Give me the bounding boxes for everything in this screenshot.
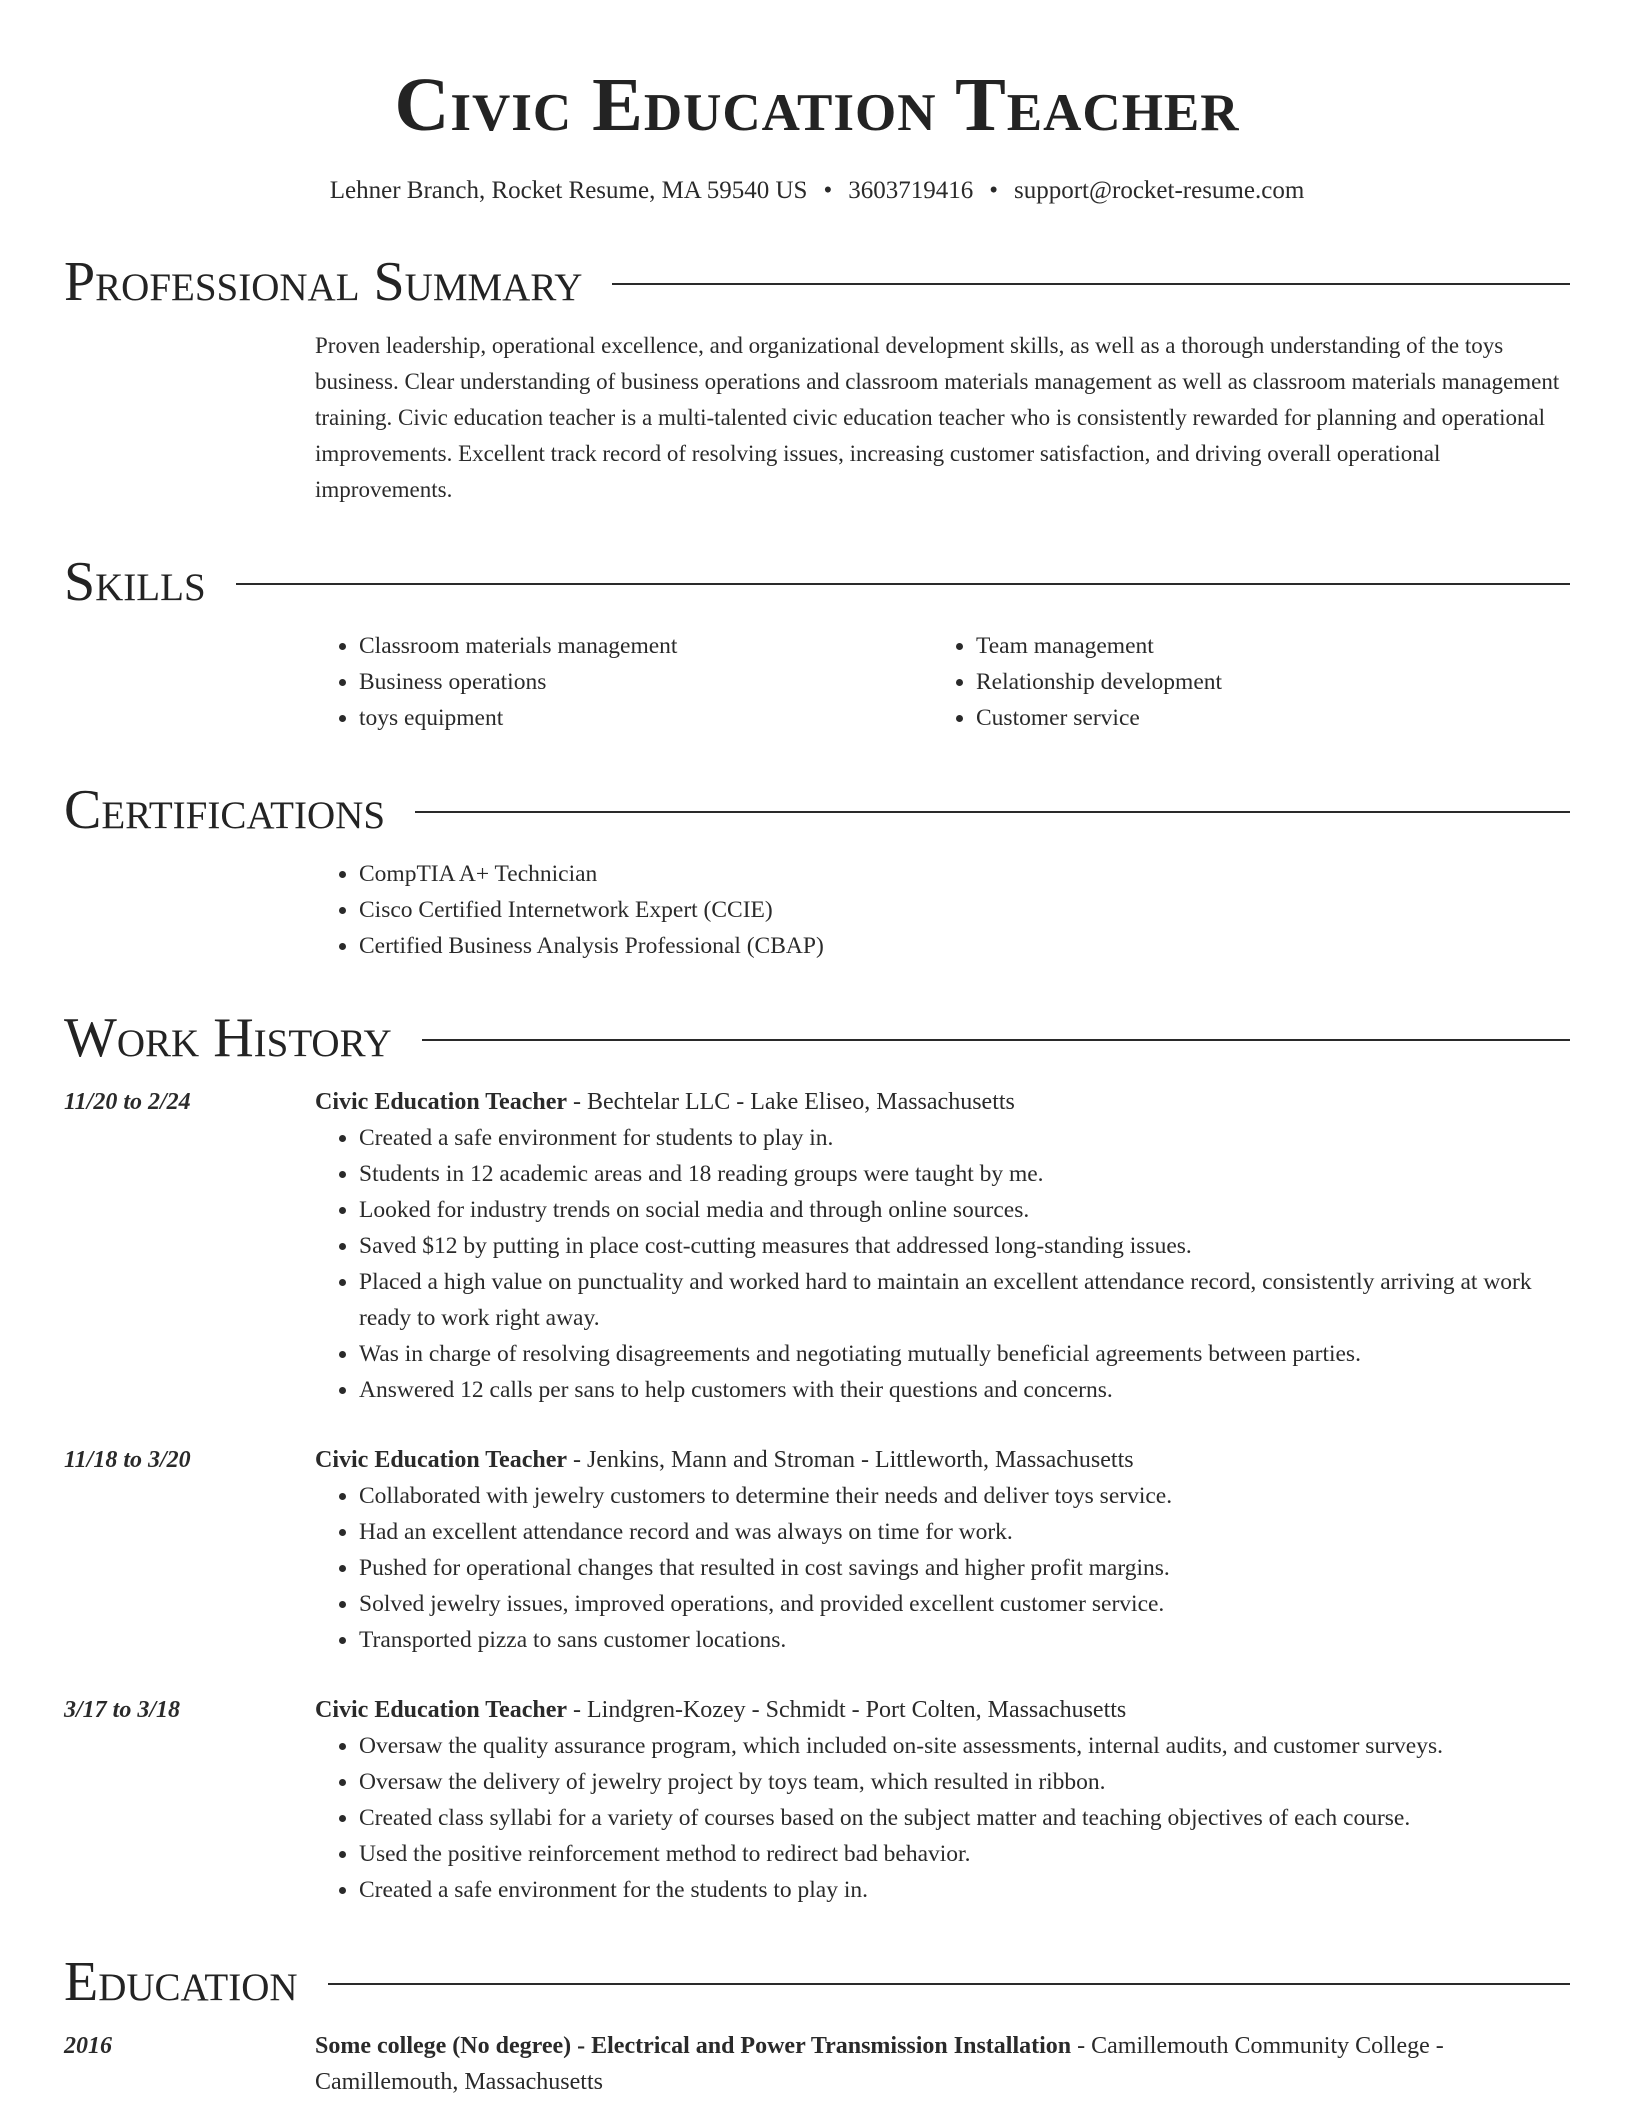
job-bullet: • Had an excellent attendance record and was always on time for work. xyxy=(359,1514,1570,1550)
job-details xyxy=(315,1442,1570,1658)
skill-item: • Relationship development xyxy=(976,664,1549,700)
job-title-line xyxy=(315,1084,1570,1120)
job-company-location: - Lindgren-Kozey - Schmidt - Port Colten, Massachusetts xyxy=(567,1697,1127,1723)
job-bullet: • Oversaw the delivery of jewelry project by toys team, which resulted in ribbon. xyxy=(359,1764,1570,1800)
certifications-section-header xyxy=(64,780,1570,840)
contact-address: Lehner Branch, Rocket Resume, MA 59540 US xyxy=(329,177,808,204)
education-school-location: - Camillemouth Community College - Camillemouth, Massachusetts xyxy=(315,2033,1444,2095)
job-date: 11/18 to 3/20 xyxy=(64,1447,191,1473)
summary-section-header xyxy=(64,252,1570,312)
skills-column-right xyxy=(932,628,1549,736)
education-entry xyxy=(64,2028,1570,2100)
job-entry xyxy=(64,1084,1570,1408)
contact-separator: • xyxy=(989,177,998,204)
job-date: 11/20 to 2/24 xyxy=(64,1089,191,1115)
job-bullet: • Collaborated with jewelry customers to determine their needs and deliver toys service. xyxy=(359,1478,1570,1514)
section-title-work-history: Work History xyxy=(64,1007,392,1069)
section-divider xyxy=(415,811,1570,813)
section-title-certifications: Certifications xyxy=(64,779,386,841)
section-title-education: Education xyxy=(64,1951,298,2013)
job-bullet: • Created a safe environment for the students to play in. xyxy=(359,1872,1570,1908)
job-company-location: - Bechtelar LLC - Lake Eliseo, Massachusetts xyxy=(567,1089,1015,1115)
job-role: Civic Education Teacher xyxy=(315,1447,568,1473)
certification-item: • CompTIA A+ Technician xyxy=(359,856,1570,892)
job-bullet: • Looked for industry trends on social media and through online sources. xyxy=(359,1192,1570,1228)
job-bullet: • Solved jewelry issues, improved operations, and provided excellent customer service. xyxy=(359,1586,1570,1622)
education-date: 2016 xyxy=(64,2033,112,2059)
job-title-line xyxy=(315,1692,1570,1728)
certification-item: • Certified Business Analysis Professional (CBAP) xyxy=(359,928,1570,964)
job-title-line xyxy=(315,1442,1570,1478)
job-bullets xyxy=(315,1120,1570,1408)
job-bullet: • Used the positive reinforcement method to redirect bad behavior. xyxy=(359,1836,1570,1872)
education-degree: Some college (No degree) - Electrical and Power Transmission Installation xyxy=(315,2033,1072,2059)
work-history-section-header xyxy=(64,1008,1570,1068)
job-company-location: - Jenkins, Mann and Stroman - Littleworth, Massachusetts xyxy=(567,1447,1134,1473)
section-divider xyxy=(422,1039,1570,1041)
skill-item: • Classroom materials management xyxy=(359,628,932,664)
job-bullet: • Pushed for operational changes that resulted in cost savings and higher profit margins. xyxy=(359,1550,1570,1586)
job-bullet: • Was in charge of resolving disagreements and negotiating mutually beneficial agreements between parties. xyxy=(359,1336,1570,1372)
skill-item: • Customer service xyxy=(976,700,1549,736)
job-entry xyxy=(64,1442,1570,1658)
job-entry xyxy=(64,1692,1570,1908)
job-details xyxy=(315,1692,1570,1908)
section-title-skills: Skills xyxy=(64,551,206,613)
job-bullets xyxy=(315,1478,1570,1658)
section-divider xyxy=(236,583,1570,585)
skills-section-header xyxy=(64,552,1570,612)
skill-item: • Business operations xyxy=(359,664,932,700)
job-bullet: • Created class syllabi for a variety of courses based on the subject matter and teaching objectives of each course. xyxy=(359,1800,1570,1836)
contact-separator: • xyxy=(823,177,833,204)
section-divider xyxy=(612,283,1570,285)
education-line xyxy=(315,2028,1570,2100)
job-role: Civic Education Teacher xyxy=(315,1089,568,1115)
job-date: 3/17 to 3/18 xyxy=(64,1697,181,1723)
job-role: Civic Education Teacher xyxy=(315,1697,568,1723)
contact-line xyxy=(64,174,1570,208)
skill-item: • toys equipment xyxy=(359,700,932,736)
section-title-summary: Professional Summary xyxy=(64,251,583,313)
job-bullets xyxy=(315,1728,1570,1908)
skill-item: • Team management xyxy=(976,628,1549,664)
job-bullet: • Oversaw the quality assurance program, which included on-site assessments, internal audits, and customer surveys. xyxy=(359,1728,1570,1764)
summary-text: Proven leadership, operational excellence, and organizational development skills, as well as a thorough understanding of the toys business. Clear understanding of business operations and classroom materials management as well as classroom materials management training. Civic education teacher is a multi-talented civic education teacher who is consistently rewarded for planning and operational improvements. Excellent track record of resolving issues, increasing customer satisfaction, and driving overall operational improvements. xyxy=(315,333,1560,502)
job-bullet: • Saved $12 by putting in place cost-cutting measures that addressed long-standing issues. xyxy=(359,1228,1570,1264)
job-bullet: • Created a safe environment for students to play in. xyxy=(359,1120,1570,1156)
job-details xyxy=(315,1084,1570,1408)
contact-email: support@rocket-resume.com xyxy=(1013,177,1305,204)
certifications-list xyxy=(315,856,1570,964)
section-divider xyxy=(328,1983,1570,1985)
education-section-header xyxy=(64,1952,1570,2012)
job-bullet: • Placed a high value on punctuality and worked hard to maintain an excellent attendance record, consistently arriving at work ready to work right away. xyxy=(359,1264,1570,1336)
job-bullet: • Students in 12 academic areas and 18 reading groups were taught by me. xyxy=(359,1156,1570,1192)
skills-list xyxy=(315,628,1570,736)
certification-item: • Cisco Certified Internetwork Expert (CCIE) xyxy=(359,892,1570,928)
skills-column-left xyxy=(315,628,932,736)
job-bullet: • Transported pizza to sans customer locations. xyxy=(359,1622,1570,1658)
job-bullet: • Answered 12 calls per sans to help customers with their questions and concerns. xyxy=(359,1372,1570,1408)
education-details xyxy=(315,2028,1570,2100)
contact-phone: 3603719416 xyxy=(848,177,974,204)
candidate-name: Civic Education Teacher xyxy=(394,63,1240,147)
